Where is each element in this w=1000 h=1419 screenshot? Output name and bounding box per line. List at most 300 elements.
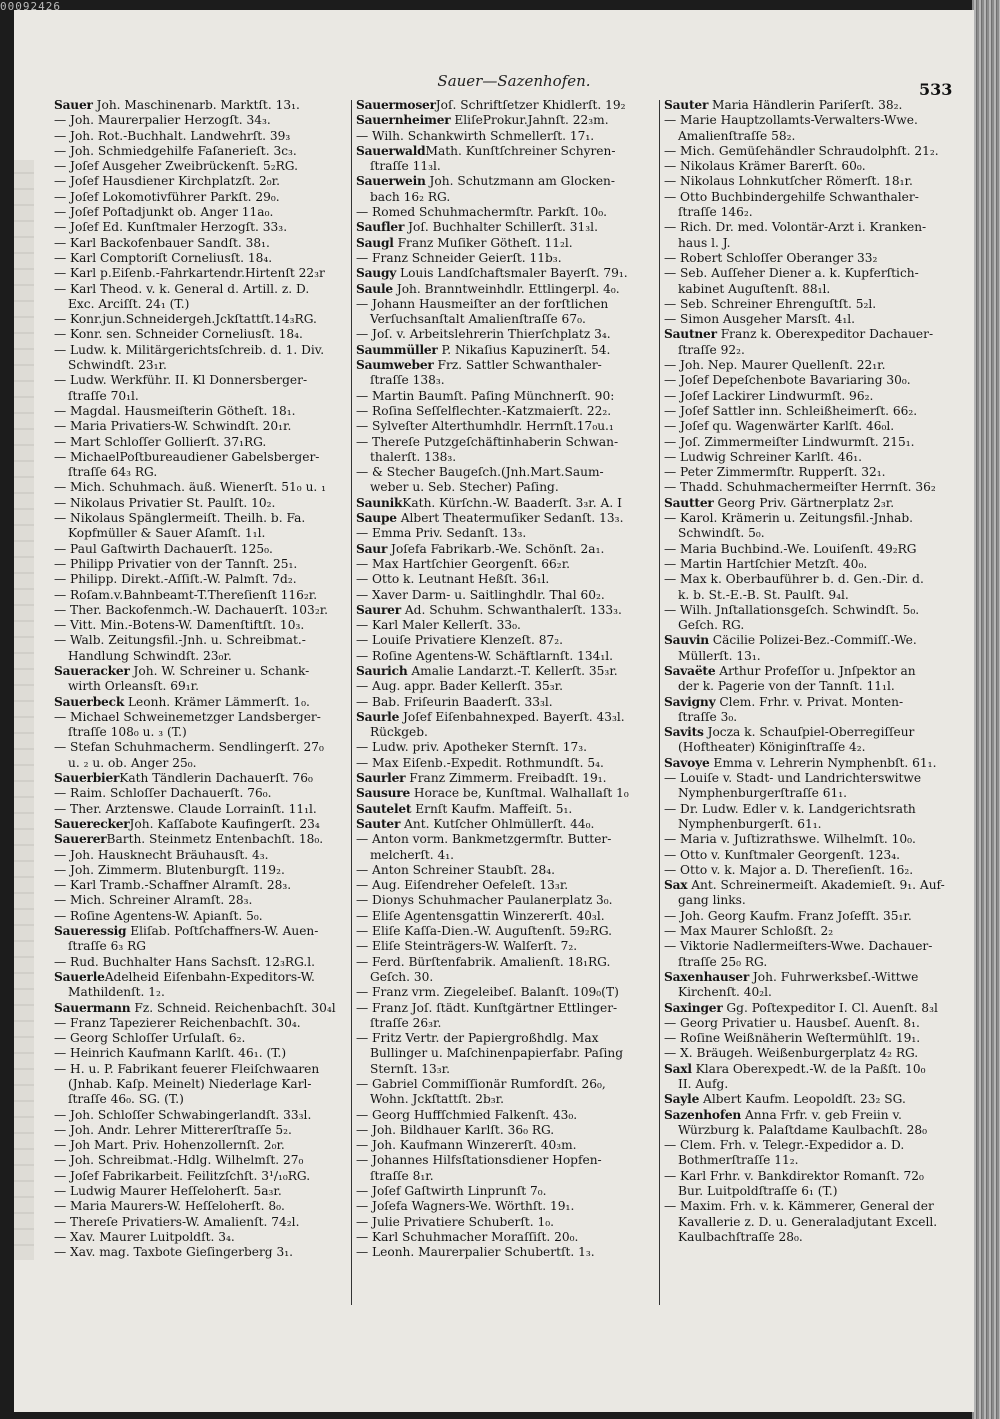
entry-text: — Joh. Kaufmann Winzererſt. 40₃m. [356,1138,577,1153]
entry-text: — Aug. Eiſendreher Oefeleſt. 13₃r. [356,878,569,893]
entry-text: — Ludw. priv. Apotheker Sternſt. 17₃. [356,740,588,755]
directory-entry [356,465,654,480]
directory-entry [356,756,654,771]
directory-entry [356,251,654,266]
directory-column-3 [664,98,964,1245]
entry-text: Kirchenſt. 40₂l. [678,985,772,1000]
surname-entry [664,633,964,648]
running-head: Sauer—Sazenhofen. [437,72,591,90]
entry-text: — Ludwig Maurer Heſſeloherſt. 5a₃r. [54,1184,282,1199]
entry-text: Louis Landſchaftsmaler Bayerſt. 79₁. [396,266,628,281]
entry-text: — MichaelPoſtbureaudiener Gabelsberger- [54,449,320,464]
surname-entry [356,358,654,373]
directory-entry [664,190,964,205]
entry-text: Wohn. Jckſtattſt. 2b₃r. [370,1092,505,1107]
directory-entry [54,282,344,297]
entry-text: — Thadd. Schuhmachermeiſter Herrnſt. 36₂ [664,480,936,495]
directory-entry [356,450,654,465]
directory-entry [356,404,654,419]
directory-entry [54,190,344,205]
surname-entry [664,1062,964,1077]
directory-entry [356,1001,654,1016]
directory-entry [54,511,344,526]
directory-entry [54,679,344,694]
directory-entry [54,220,344,235]
entry-text: — Otto k. Leutnant Heßſt. 36₁l. [356,572,550,587]
directory-entry [54,251,344,266]
directory-entry [356,970,654,985]
directory-entry [664,1199,964,1214]
entry-text: — Karl Frhr. v. Bankdirektor Romanſt. 72₀ [664,1168,924,1183]
entry-text: Arthur Profeſſor u. Jnſpektor an [715,663,916,678]
entry-text: — Georg Privatier u. Hausbeſ. Auenſt. 8₁. [664,1015,920,1030]
entry-text: ſtraſſe 8₁r. [370,1168,434,1183]
entry-text: Franz k. Oberexpeditor Dachauer- [716,327,934,342]
entry-text: k. b. St.-E.-B. St. Paulſt. 9₄l. [678,587,849,602]
entry-text: Klara Oberexpedt.-W. de la Paßſt. 10₀ [691,1061,926,1076]
directory-entry [356,1215,654,1230]
surname: Saufler [356,220,405,235]
entry-text: — Joſef qu. Wagenwärter Karlſt. 46₀l. [664,419,895,434]
entry-text: Joh. Fuhrwerksbeſ.-Wittwe [749,969,919,984]
entry-text: Gg. Poſtexpeditor I. Cl. Auenſt. 8₃l [722,1000,938,1015]
surname-entry [356,236,654,251]
entry-text: — Joh. Hausknecht Bräuhausſt. 4₃. [54,847,269,862]
directory-entry [54,1169,344,1184]
entry-text: Bullinger u. Maſchinenpapierfabr. Paſing [370,1046,623,1061]
surname: Sauer [54,98,93,112]
directory-entry [356,1169,654,1184]
entry-text: Albert Theatermuſiker Sedanſt. 13₃. [396,511,624,526]
directory-entry [54,205,344,220]
entry-text: — Joſef Sattler inn. Schleißheimerſt. 66₂. [664,403,918,418]
directory-entry [54,633,344,648]
entry-text: — Joh. Nep. Maurer Quellenſt. 22₁r. [664,358,886,373]
entry-text: — Georg Huffſchmied Falkenſt. 43₀. [356,1107,578,1122]
entry-text: wirth Orleansſt. 69₁r. [68,679,199,694]
entry-text: — Clem. Frh. v. Telegr.-Expedidor a. D. [664,1138,905,1153]
surname: Sauerer [54,832,107,847]
directory-column-1 [54,98,344,1261]
entry-text: — Thereſe Putzgeſchäftinhaberin Schwan- [356,434,619,449]
directory-entry [664,526,964,541]
directory-entry [54,496,344,511]
entry-text: — Leonh. Maurerpalier Schubertſt. 1₃. [356,1245,595,1260]
directory-entry [54,1230,344,1245]
directory-entry [664,389,964,404]
entry-text: — Nikolaus Krämer Barerſt. 60₀. [664,159,866,174]
entry-text: — Mich. Gemüſehändler Schraudolphſt. 21₂. [664,143,939,158]
entry-text: ſtraſſe 138₃. [370,373,445,388]
directory-entry [356,1062,654,1077]
directory-entry [356,924,654,939]
entry-text: Rückgeb. [370,725,428,740]
directory-entry [664,893,964,908]
surname-entry [54,771,344,786]
entry-text: Barth. Steinmetz Entenbachſt. 18₀. [106,832,324,847]
directory-entry [356,939,654,954]
entry-text: ſtraſſe 11₃l. [370,159,441,174]
entry-text: — Philipp Privatier von der Tannſt. 25₁. [54,556,298,571]
entry-text: — Karl Schuhmacher Moraſſiſt. 20₀. [356,1229,579,1244]
surname-entry [54,695,344,710]
surname: Sautter [664,495,714,510]
directory-entry [356,985,654,1000]
directory-entry [664,297,964,312]
directory-entry [356,863,654,878]
directory-entry [664,343,964,358]
entry-text: — Konr.jun.Schneidergeh.Jckſtattſt.14₃RG. [54,312,317,327]
surname-entry [664,695,964,710]
directory-entry [54,542,344,557]
directory-entry [664,848,964,863]
directory-entry [664,1123,964,1138]
entry-text: — Maria Maurers-W. Heſſeloherſt. 8₀. [54,1199,285,1214]
directory-entry [356,327,654,342]
surname: Savaëte [664,663,716,678]
surname-entry [54,970,344,985]
entry-text: haus l. J. [678,235,731,250]
entry-text: — Joſef Depeſchenbote Bavariaring 30₀. [664,373,911,388]
directory-entry [356,1184,654,1199]
directory-entry [664,220,964,235]
entry-text: Bothmerſtraſſe 11₂. [678,1153,799,1168]
entry-text: — Romed Schuhmachermſtr. Parkſt. 10₀. [356,205,608,220]
directory-entry [356,159,654,174]
directory-entry [356,725,654,740]
entry-text: — X. Bräugeh. Weißenburgerplatz 4₂ RG. [664,1046,919,1061]
surname: Sauter [664,98,709,112]
surname-entry [54,1001,344,1016]
entry-text: — Emma Priv. Sedanſt. 13₃. [356,526,527,541]
directory-entry [54,266,344,281]
surname: Saumweber [356,358,434,373]
entry-text: — Franz Joſ. ſtädt. Kunſtgärtner Ettlinger- [356,1000,618,1015]
directory-entry [54,465,344,480]
surname: Saueracker [54,663,130,678]
surname: Saule [356,281,393,296]
surname: Savits [664,725,704,740]
entry-text: Jocza k. Schauſpiel-Oberregiſſeur [703,725,915,740]
surname: Sautner [664,327,717,342]
directory-entry [54,1199,344,1214]
directory-entry [664,480,964,495]
entry-text: ſtraſſe 108₀ u. ₃ (T.) [68,725,187,740]
surname: Sauerwald [356,143,426,158]
directory-entry [54,588,344,603]
directory-entry [54,1153,344,1168]
directory-entry [664,144,964,159]
entry-text: — Joſef Lackirer Lindwurmſt. 96₂. [664,388,874,403]
entry-text: — Thereſe Privatiers-W. Amalienſt. 74₂l. [54,1214,300,1229]
surname: Saurle [356,709,400,724]
directory-entry [356,1230,654,1245]
entry-text: II. Aufg. [678,1077,729,1091]
surname-entry [356,802,654,817]
surname: Savigny [664,694,716,709]
directory-entry [54,389,344,404]
surname: Saugy [356,266,397,281]
directory-entry [356,1199,654,1214]
entry-text: Joſef Eiſenbahnexped. Bayerſt. 43₃l. [399,709,625,724]
directory-entry [664,863,964,878]
entry-text: — Nikolaus Spänglermeiſt. Theilh. b. Fa. [54,511,306,526]
column-rule [659,100,660,1305]
directory-entry [54,1215,344,1230]
directory-entry [356,435,654,450]
directory-entry [356,557,654,572]
entry-text: Fz. Schneid. Reichenbachſt. 30₄l [130,1000,336,1015]
entry-text: bach 16₂ RG. [370,189,451,204]
entry-text: Math. Kunſtſchreiner Schyren- [425,143,616,158]
directory-entry [664,1230,964,1245]
directory-entry [54,297,344,312]
entry-text: — Franz Tapezierer Reichenbachſt. 30₄. [54,1015,301,1030]
directory-entry [356,633,654,648]
surname: Sax [664,878,688,893]
entry-text: — Johann Hausmeiſter an der forſtlichen [356,296,609,311]
surname: Sauerbeck [54,694,125,709]
directory-entry [356,695,654,710]
directory-entry [54,419,344,434]
entry-text: — Mart Schloſſer Gollierſt. 37₁RG. [54,434,267,449]
surname-entry [664,878,964,893]
entry-text: — Joh. Georg Kaufm. Franz Joſefſt. 35₁r. [664,908,912,923]
directory-entry [54,1016,344,1031]
entry-text: — Joſ. Zimmermeiſter Lindwurmſt. 215₁. [664,434,915,449]
directory-entry [54,786,344,801]
directory-entry [664,266,964,281]
entry-text: — Joſ. v. Arbeitslehrerin Thierſchplatz 3₄. [356,327,611,342]
entry-text: ſtraſſe 64₃ RG. [68,465,158,480]
entry-text: Maria Händlerin Pariſerſt. 38₂. [708,98,903,112]
directory-entry [54,649,344,664]
entry-text: — Joſef Gaſtwirth Linprunſt 7₀. [356,1184,547,1199]
directory-entry [356,1153,654,1168]
directory-entry [54,740,344,755]
entry-text: — Joſef Ausgeher Zweibrückenſt. 5₂RG. [54,159,298,174]
directory-entry [356,480,654,495]
directory-entry [664,603,964,618]
directory-entry [54,878,344,893]
entry-text: Joh. Branntweinhdlr. Ettlingerpl. 4₀. [392,281,620,296]
directory-entry [54,450,344,465]
directory-entry [664,205,964,220]
entry-text: — Stefan Schuhmacherm. Sendlingerſt. 27₀ [54,740,324,755]
entry-text: — Joh. Schmiedgehilfe Faſanerieſt. 3c₃. [54,143,297,158]
entry-text: — Maria v. Juſtizrathswe. Wilhelmſt. 10₀. [664,832,916,847]
surname-entry [356,113,654,128]
directory-entry [54,848,344,863]
surname-entry [356,603,654,618]
directory-entry [356,588,654,603]
entry-text: — Joh Mart. Priv. Hohenzollernſt. 2₀r. [54,1138,285,1153]
surname-entry [54,664,344,679]
entry-text: Emma v. Lehrerin Nymphenbſt. 61₁. [709,755,937,770]
entry-text: Franz Muſiker Götheſt. 11₂l. [393,235,573,250]
directory-entry [54,1077,344,1092]
directory-entry [54,618,344,633]
surname: Sauerwein [356,174,426,189]
facing-page-bleed [14,160,34,1260]
directory-entry [664,1046,964,1061]
surname: Sauerbier [54,771,120,786]
directory-entry [356,909,654,924]
entry-text: Verſuchsanſtalt Amalienſtraſſe 67₀. [370,312,586,327]
directory-entry [54,327,344,342]
entry-text: Joſ. Buchhalter Schillerſt. 31₃l. [404,220,598,235]
directory-column-2 [356,98,654,1261]
entry-text: — Karl p.Eiſenb.-Fahrkartendr.Hirtenſt 22₃r [54,266,325,281]
surname: Saugl [356,235,394,250]
directory-page [14,10,974,1412]
entry-text: Geſch. RG. [678,618,745,633]
directory-entry [54,756,344,771]
surname: Saurler [356,771,406,786]
scan-id: 00092426 [0,0,61,13]
directory-entry [664,113,964,128]
directory-entry [54,358,344,373]
directory-entry [664,159,964,174]
entry-text: Nymphenburgerſtraſſe 61₁. [678,786,848,801]
surname: Sauerle [54,969,105,984]
entry-text: Bur. Luitpoldſtraſſe 6₁ (T.) [678,1184,838,1199]
directory-entry [664,435,964,450]
directory-entry [356,649,654,664]
surname-entry [664,1001,964,1016]
entry-text: Georg Priv. Gärtnerplatz 2₃r. [713,495,895,510]
directory-entry [54,1092,344,1107]
entry-text: — Karl Comptoriſt Corneliusſt. 18₄. [54,250,273,265]
directory-entry [54,985,344,1000]
entry-text: Kaulbachſtraſſe 28₀. [678,1229,803,1244]
directory-entry [664,832,964,847]
entry-text: — Dionys Schuhmacher Paulanerplatz 3₀. [356,893,613,908]
entry-text: — Nikolaus Lohnkutſcher Römerſt. 18₁r. [664,174,913,189]
entry-text: Joſefa Fabrikarb.-We. Schönſt. 2a₁. [387,541,605,556]
entry-text: — Karl Theod. v. k. General d. Artill. z. D. [54,281,310,296]
directory-entry [664,786,964,801]
entry-text: — Seb. Schreiner Ehrenguſtſt. 5₂l. [664,296,877,311]
directory-entry [356,1108,654,1123]
entry-text: weber u. Seb. Stecher) Paſing. [370,480,559,495]
surname-entry [664,98,964,113]
entry-text: — Fritz Vertr. der Papiergroßhdlg. Max [356,1031,599,1046]
entry-text: — & Stecher Baugeſch.(Jnh.Mart.Saum- [356,465,604,480]
entry-text: — Rich. Dr. med. Volontär-Arzt i. Kranken- [664,220,927,235]
surname-entry [664,725,964,740]
entry-text: — Karl Tramb.-Schaffner Alramſt. 28₃. [54,878,292,893]
surname-entry [356,771,654,786]
directory-entry [356,373,654,388]
entry-text: ſtraſſe 70₁l. [68,388,139,403]
directory-entry [356,389,654,404]
entry-text: — Maria Buchbind.-We. Louiſenſt. 49₂RG [664,541,917,556]
entry-text: (Hoftheater) Königinſtraſſe 4₂. [678,740,866,755]
directory-entry [664,542,964,557]
entry-text: — Joh. Maurerpalier Herzogſt. 34₃. [54,113,271,128]
surname-entry [356,220,654,235]
directory-entry [54,710,344,725]
directory-entry [664,1016,964,1031]
entry-text: Ant. Schreinermeiſt. Akademieſt. 9₁. Auf- [687,878,945,893]
entry-text: — Wilh. Jnſtallationsgeſch. Schwindſt. 5₀. [664,602,920,617]
surname: Saurich [356,663,408,678]
directory-entry [54,159,344,174]
directory-entry [54,725,344,740]
entry-text: — Xaver Darm- u. Saitlinghdlr. Thal 60₂. [356,587,605,602]
surname-entry [664,327,964,342]
directory-entry [356,618,654,633]
surname-entry [356,542,654,557]
directory-entry [664,236,964,251]
directory-entry [54,236,344,251]
entry-text: — Xav. Maurer Luitpoldſt. 3₄. [54,1229,235,1244]
entry-text: Kath. Kürſchn.-W. Baaderſt. 3₃r. A. I [402,495,622,510]
directory-entry [664,404,964,419]
surname: Saupe [356,511,397,526]
surname: Saunik [356,495,403,510]
directory-entry [664,985,964,1000]
entry-text: ſtraſſe 92₂. [678,342,745,357]
directory-entry [664,771,964,786]
entry-text: — Max Maurer Schloßſt. 2₂ [664,924,834,939]
directory-entry [664,679,964,694]
surname-entry [356,710,654,725]
entry-text: — Maria Privatiers-W. Schwindſt. 20₁r. [54,419,292,434]
directory-entry [356,1046,654,1061]
surname: Saueressig [54,924,127,939]
directory-entry [356,1031,654,1046]
entry-text: Horace be, Kunſtmal. Walhallaſt 1₀ [410,786,629,801]
entry-text: Amalie Landarzt.-T. Kellerſt. 35₃r. [407,663,618,678]
directory-entry [54,1184,344,1199]
entry-text: EliſeProkur.Jahnſt. 22₃m. [450,113,609,128]
entry-text: — Julie Privatiere Schuberſt. 1₀. [356,1214,555,1229]
surname-entry [356,786,654,801]
entry-text: — Martin Hartſchier Metzſt. 40₀. [664,556,868,571]
entry-text: — Rud. Buchhalter Hans Sachsſt. 12₃RG.l. [54,954,316,969]
entry-text: — Karl Maler Kellerſt. 33₀. [356,618,521,633]
entry-text: — Max Hartſchier Georgenſt. 66₂r. [356,556,571,571]
directory-entry [664,1184,964,1199]
entry-text: — Sylveſter Alterthumhdlr. Herrnſt.17₀u.₁ [356,419,614,434]
entry-text: — Mich. Schreiner Alramſt. 28₃. [54,893,253,908]
entry-text: ſtraſſe 46₀. SG. (T.) [68,1092,184,1107]
directory-entry [664,588,964,603]
entry-text: — Ludwig Schreiner Karlſt. 46₁. [664,449,863,464]
surname-entry [54,98,344,113]
directory-entry [54,893,344,908]
directory-entry [664,1153,964,1168]
surname: Sausure [356,786,411,801]
entry-text: — Joh. Schloſſer Schwabingerlandſt. 33₃l. [54,1107,312,1122]
entry-text: — Roſine Agentens-W. Schäftlarnſt. 134₁l. [356,648,614,663]
entry-text: — Roſam.v.Bahnbeamt-T.Thereſienſt 116₂r. [54,587,318,602]
entry-text: P. Nikaſius Kapuzinerſt. 54. [437,342,611,357]
directory-entry [664,909,964,924]
entry-text: thalerſt. 138₃. [370,449,457,464]
entry-text: — Michael Schweinemetzger Landsberger- [54,709,321,724]
directory-entry [356,1138,654,1153]
directory-entry [664,924,964,939]
entry-text: — H. u. P. Fabrikant feuerer Fleiſchwaaren [54,1061,320,1076]
directory-entry [664,358,964,373]
entry-text: Clem. Frhr. v. Privat. Monten- [715,694,904,709]
entry-text: ſtraſſe 25₀ RG. [678,954,768,969]
directory-entry [664,802,964,817]
entry-text: — Franz vrm. Ziegeleibeſ. Balanſt. 109₀(T) [356,985,619,1000]
